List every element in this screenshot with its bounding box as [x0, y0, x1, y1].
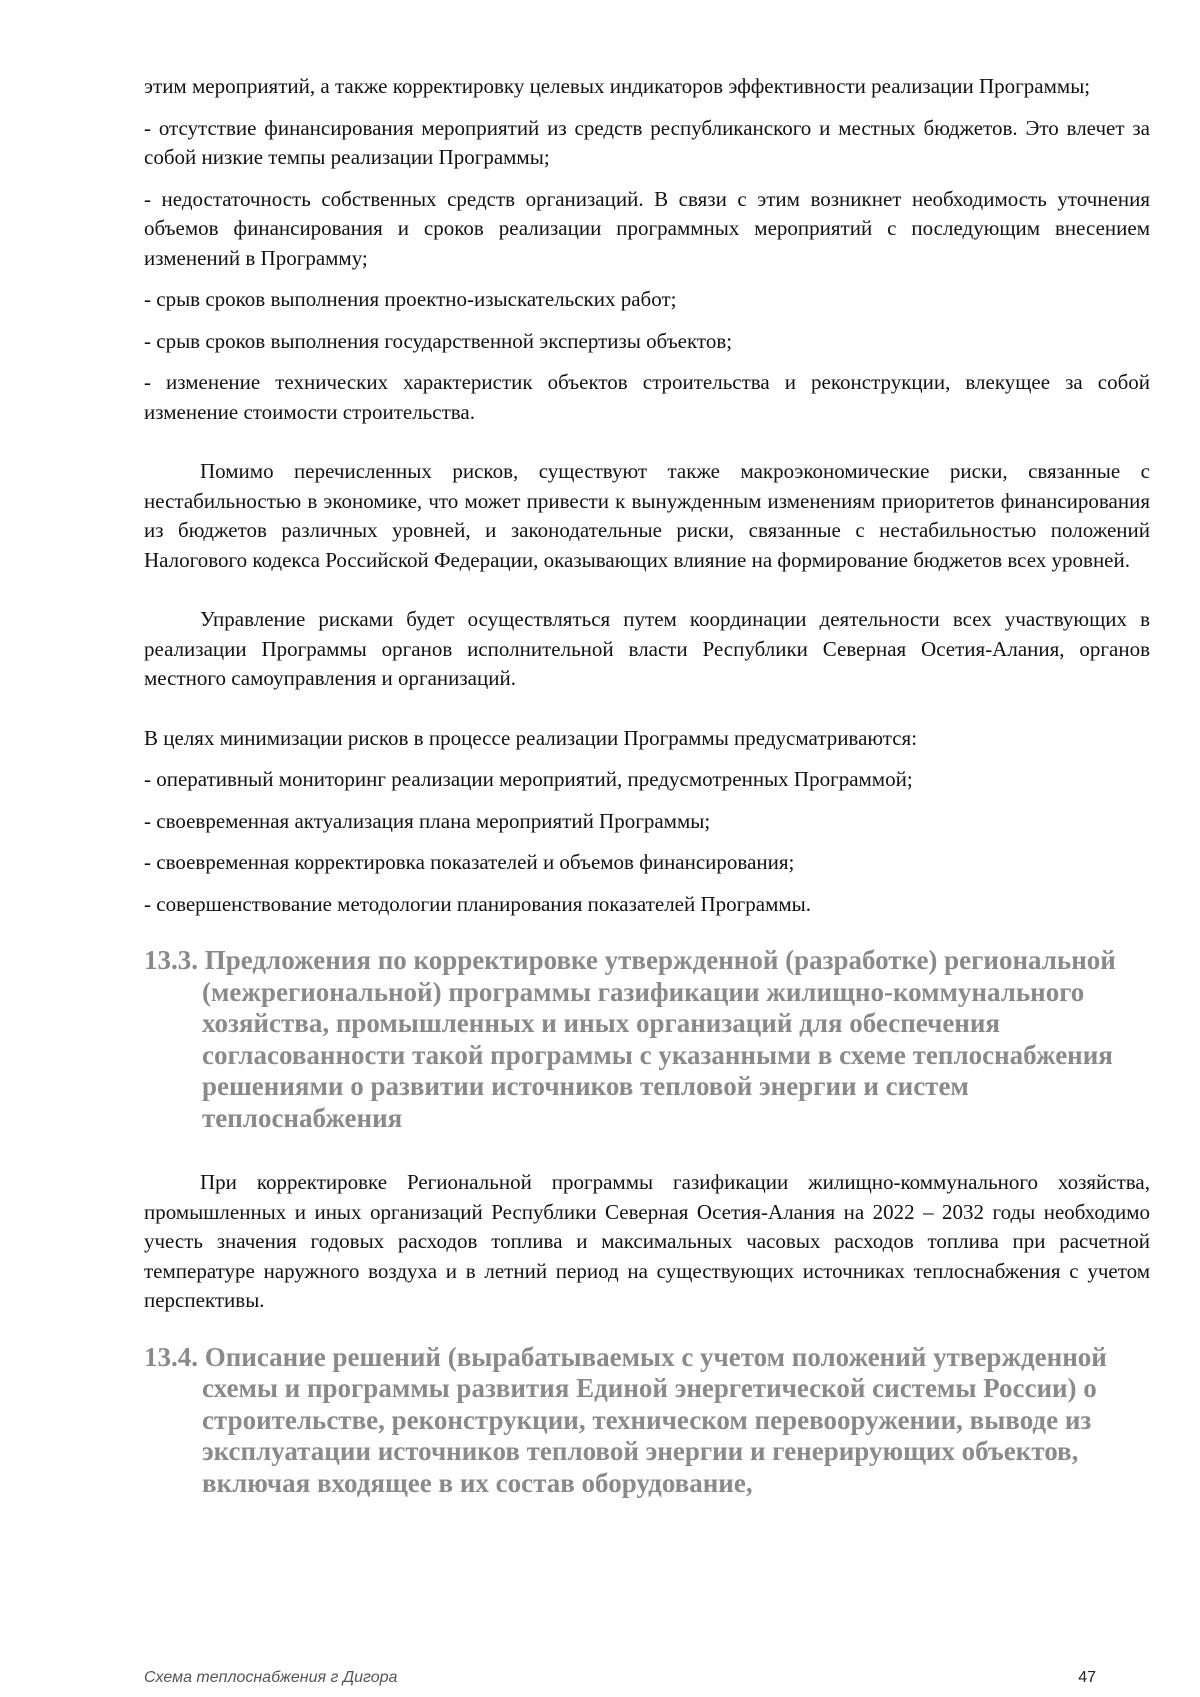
section-13-3-heading-block — [144, 945, 1150, 1134]
minimization-item-2: - своевременная актуализация плана мероприятий Программы; — [144, 808, 711, 833]
minimization-item-1: - оперативный мониторинг реализации мероприятий, предусмотренных Программой; — [144, 767, 913, 791]
minimization-intro: В целях минимизации рисков в процессе реализации Программы предусматриваются: — [144, 725, 918, 750]
section-13-3-heading: 13.3. Предложения по корректировке утвержденной (разработке) региональной (межрегиональной) программы газификации жилищно-коммунального хозяйства, промышленных и иных организаций для обеспечения согласованности такой программы с указанными в схеме теплоснабжения решениями о развитии источников тепловой энергии и систем теплоснабжения — [144, 945, 1116, 1133]
risk-item-2: - отсутствие финансирования мероприятий из средств республиканского и местных бюджетов. Это влечет за собой низкие темпы реализации Программы; — [144, 115, 1150, 169]
section-13-3-body: При корректировке Региональной программы газификации жилищно-коммунального хозяйства, промышленных и иных организаций Республики Северная Осетия-Алания на 2022 – 2032 годы необходимо учесть значения годовых расходов топлива и максимальных часовых расходов топлива при расчетной температуре наружного воздуха и в летний период на существующих источниках теплоснабжения с учетом перспективы. — [144, 1170, 1150, 1312]
section-13-4-heading-block — [144, 1342, 1150, 1500]
footer-document-title: Схема теплоснабжения г Дигора — [144, 1669, 398, 1686]
document-page — [144, 72, 1150, 1533]
paragraph-risk-management: Управление рисками будет осуществляться путем координации деятельности всех участвующих в реализации Программы органов исполнительной власти Республики Северная Осетия-Алания, органов местного самоуправления и организаций. — [144, 607, 1150, 690]
minimization-item-3: - своевременная корректировка показателей и объемов финансирования; — [144, 850, 795, 874]
risk-item-6: - изменение технических характеристик объектов строительства и реконструкции, влекущее за собой изменение стоимости строительства. — [144, 370, 1150, 424]
section-13-4-heading: 13.4. Описание решений (вырабатываемых с учетом положений утвержденной схемы и программы развития Единой энергетической системы России) о строительстве, реконструкции, техническом перевооружении, выводе из эксплуатации источников тепловой энергии и генерирующих объектов, включая входящее в их состав оборудование, — [144, 1341, 1107, 1498]
paragraph-macro-risks: Помимо перечисленных рисков, существуют также макроэкономические риски, связанные с нестабильностью в экономике, что может привести к вынужденным изменениям приоритетов финансирования из бюджетов различных уровней, и законодательные риски, связанные с нестабильностью положений Налогового кодекса Российской Федерации, оказывающих влияние на формирование бюджетов всех уровней. — [144, 459, 1150, 572]
footer-page-number: 47 — [1078, 1669, 1096, 1686]
page-footer — [144, 1669, 1096, 1687]
risk-item-3: - недостаточность собственных средств организаций. В связи с этим возникнет необходимость уточнения объемов финансирования и сроков реализации программных мероприятий с последующим внесением изменений в Программу; — [144, 186, 1150, 270]
risk-item-5: - срыв сроков выполнения государственной экспертизы объектов; — [144, 328, 733, 353]
minimization-item-4: - совершенствование методологии планирования показателей Программы. — [144, 891, 812, 916]
risk-item-1: этим мероприятий, а также корректировку целевых индикаторов эффективности реализации Программы; — [144, 74, 1091, 98]
risk-item-4: - срыв сроков выполнения проектно-изыскательских работ; — [144, 287, 677, 311]
